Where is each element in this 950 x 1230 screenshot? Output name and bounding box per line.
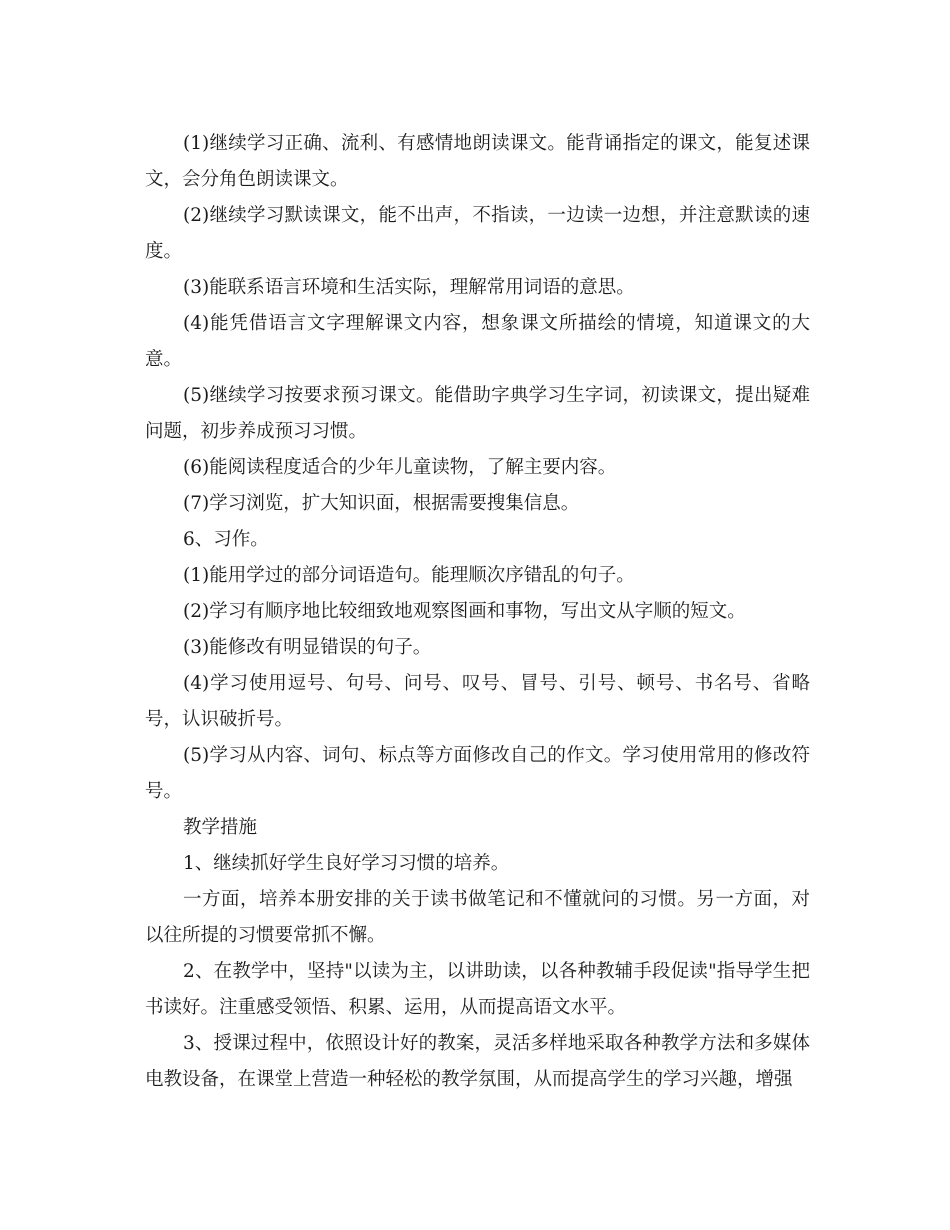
paragraph-measure-2: 2、在教学中，坚持"以读为主，以讲助读，以各种教辅手段促读"指导学生把书读好。注重感受领悟、积累、运用，从而提高语文水平。 — [145, 961, 810, 1018]
paragraph-measure-1-detail: 一方面，培养本册安排的关于读书做笔记和不懂就问的习惯。另一方面，对以往所提的习惯要常抓不懈。 — [145, 889, 810, 946]
section-heading-writing: 6、习作。 — [183, 529, 269, 550]
paragraph-writing-4: (4)学习使用逗号、句号、问号、叹号、冒号、引号、顿号、书名号、省略号，认识破折号。 — [145, 673, 810, 730]
paragraph-reading-3: (3)能联系语言环境和生活实际，理解常用词语的意思。 — [183, 277, 635, 298]
paragraph-measure-1: 1、继续抓好学生良好学习习惯的培养。 — [183, 853, 510, 874]
paragraph-reading-1: (1)继续学习正确、流利、有感情地朗读课文。能背诵指定的课文，能复述课文，会分角色朗读课文。 — [145, 133, 810, 190]
paragraph-reading-5: (5)继续学习按要求预习课文。能借助字典学习生字词，初读课文，提出疑难问题，初步养成预习习惯。 — [145, 385, 810, 442]
paragraph-reading-6: (6)能阅读程度适合的少年儿童读物，了解主要内容。 — [183, 457, 617, 478]
paragraph-reading-7: (7)学习浏览，扩大知识面，根据需要搜集信息。 — [183, 493, 580, 514]
document-body — [145, 126, 810, 1098]
paragraph-writing-1: (1)能用学过的部分词语造句。能理顺次序错乱的句子。 — [183, 565, 635, 586]
paragraph-reading-2: (2)继续学习默读课文，能不出声，不指读，一边读一边想，并注意默读的速度。 — [145, 205, 810, 262]
paragraph-writing-2: (2)学习有顺序地比较细致地观察图画和事物，写出文从字顺的短文。 — [183, 601, 746, 622]
paragraph-writing-5: (5)学习从内容、词句、标点等方面修改自己的作文。学习使用常用的修改符号。 — [145, 745, 810, 802]
paragraph-measure-3: 3、授课过程中，依照设计好的教案，灵活多样地采取各种教学方法和多媒体电教设备，在课堂上营造一种轻松的教学氛围，从而提高学生的学习兴趣，增强 — [145, 1033, 810, 1090]
paragraph-writing-3: (3)能修改有明显错误的句子。 — [183, 637, 432, 658]
section-heading-measures: 教学措施 — [183, 817, 258, 838]
paragraph-reading-4: (4)能凭借语言文字理解课文内容，想象课文所描绘的情境，知道课文的大意。 — [145, 313, 810, 370]
